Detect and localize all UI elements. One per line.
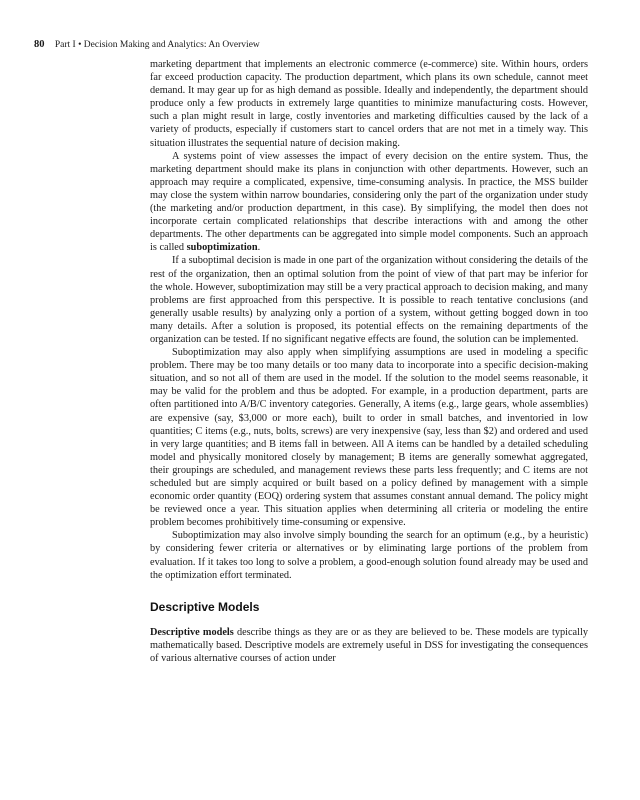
paragraph-text: describe things as they are or as they are believed to be. These models are typically mathematically based. Descriptive models are extremely useful in DSS for investigating the consequences of various alternative courses of action under	[150, 626, 588, 665]
paragraph-text: A systems point of view assesses the impact of every decision on the entire system. Thus, the marketing department should make its plans in conjunction with other departments. However, such an approach may require a complicated, expensive, time-consuming analysis. In practice, the MSS builder may close the system within narrow boundaries, considering only the part of the organization under study (the marketing and/or production department, in this case). By simplifying, the model then does not incorporate certain complicated relationships that describe interactions with and among the other departments. The other departments can be aggregated into simple model components. Such an approach is called	[150, 150, 588, 254]
paragraph: If a suboptimal decision is made in one part of the organization without considering the details of the rest of the organization, then an optimal solution from the point of view of that part may be inferior for the whole. However, suboptimization may still be a very practical approach to decision making, and many problems are first approached from this perspective. It is possible to reach tentative conclusions (and generally usable results) by analyzing only a portion of a system, without getting bogged down in too many details. After a solution is proposed, its potential effects on the remaining departments of the organization can be tested. If no significant negative effects are found, the solution can be implemented.	[150, 255, 588, 345]
paragraph	[150, 626, 588, 665]
body-text	[150, 58, 588, 665]
running-title: Part I • Decision Making and Analytics: An Overview	[54, 40, 260, 50]
page-number: 80	[34, 39, 45, 50]
paragraph: marketing department that implements an electronic commerce (e-commerce) site. Within hours, orders far exceed production capacity. The production department, which plans its own schedule, cannot meet demand. It may gear up for as high demand as possible. Ideally and independently, the department should produce only a few products in extremely large quantities to minimize manufacturing costs. However, such a plan might result in large, costly inventories and marketing difficulties caused by the lack of a variety of products, especially if customers start to cancel orders that are not met in a timely way. This situation illustrates the sequential nature of decision making.	[150, 59, 588, 149]
key-term-descriptive-models: Descriptive models	[150, 626, 234, 638]
paragraph: Suboptimization may also apply when simplifying assumptions are used in modeling a specific problem. There may be too many details or too many data to incorporate into a specific decision-making situation, and so not all of them are used in the model. If the solution to the model seems reasonable, it may be valid for the problem and thus be adopted. For example, in a production department, parts are often partitioned into A/B/C inventory categories. Generally, A items (e.g., large gears, whole assemblies) are expensive (say, $3,000 or more each), built to order in small batches, and inventoried in low quantities; C items (e.g., nuts, bolts, screws) are very inexpensive (say, less than $2) and ordered and used in very large quantities; and B items fall in between. All A items can be handled by a detailed scheduling model and physically monitored closely by management; B items are generally somewhat aggregated, their groupings are scheduled, and management reviews these parts less frequently; and C items are not scheduled but are simply acquired or built based on a policy defined by management with a simple economic order quantity (EOQ) ordering system that assumes constant annual demand. The policy might be reviewed once a year. This situation applies when determining all criteria or modeling the entire problem becomes prohibitively time-consuming or expensive.	[150, 347, 588, 529]
key-term-suboptimization: suboptimization	[186, 242, 258, 254]
paragraph	[150, 150, 588, 255]
paragraph-end: .	[257, 242, 261, 254]
running-header	[34, 39, 260, 50]
paragraph: Suboptimization may also involve simply bounding the search for an optimum (e.g., by a heuristic) by considering fewer criteria or alternatives or by eliminating large portions of the problem from evaluation. If it takes too long to solve a problem, a good-enough solution found already may be used and the optimization effort terminated.	[150, 530, 588, 581]
section-heading: Descriptive Models	[150, 599, 260, 614]
